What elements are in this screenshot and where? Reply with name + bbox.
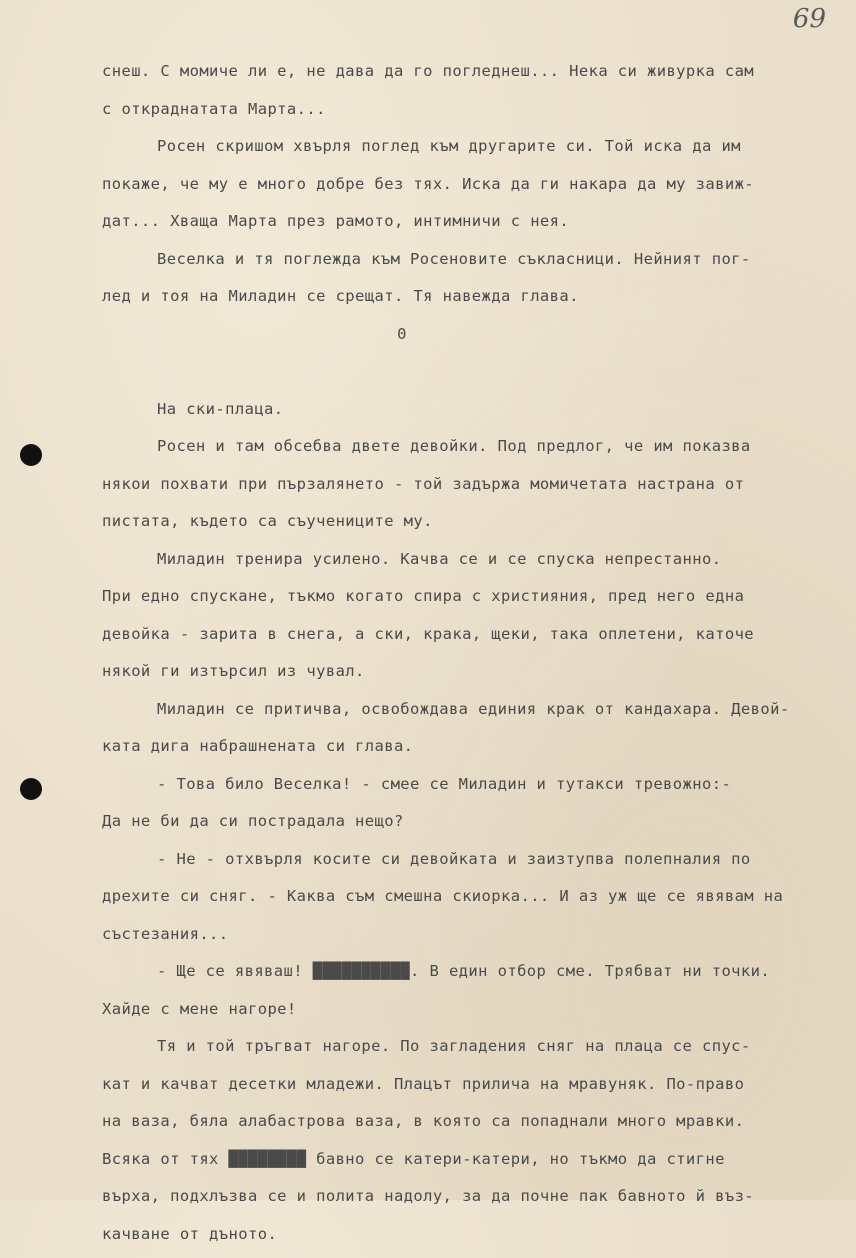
text-line: дат... Хваща Марта през рамото, интимничи с нея. — [102, 208, 832, 246]
text-line: девойка - зарита в снега, а ски, крака, щеки, така оплетени, каточе — [102, 621, 832, 659]
text-line: Хайде с мене нагоре! — [102, 996, 832, 1034]
text-line: ката дига набрашнената си глава. — [102, 733, 832, 771]
text-line: При едно спускане, тъкмо когато спира с християния, пред него една — [102, 583, 832, 621]
text-line: дрехите си сняг. - Каква съм смешна скиорка... И аз уж ще се явявам на — [102, 883, 832, 921]
text-line: Миладин тренира усилено. Качва се и се спуска непрестанно. — [102, 546, 832, 584]
text-line: - Ще се явяваш! ██████████. В един отбор сме. Трябват ни точки. — [102, 958, 832, 996]
typewritten-text — [102, 58, 832, 1258]
text-line: някои похвати при пързалянето - той задържа момичетата настрана от — [102, 471, 832, 509]
text-line: качване от дъното. — [102, 1221, 832, 1258]
text-line: Росен и там обсебва двете девойки. Под предлог, че им показва — [102, 433, 832, 471]
text-line: с откраднатата Марта... — [102, 96, 832, 134]
text-line: Всяка от тях ████████ бавно се катери-катери, но тъкмо да стигне — [102, 1146, 832, 1184]
text-line: състезания... — [102, 921, 832, 959]
binder-hole-bottom — [20, 778, 42, 800]
text-line: На ски-плаца. — [102, 396, 832, 434]
text-line: лед и тоя на Миладин се срещат. Тя навежда глава. — [102, 283, 832, 321]
text-line — [102, 358, 832, 396]
text-line: - Това било Веселка! - смее се Миладин и тутакси тревожно:- — [102, 771, 832, 809]
text-line: пистата, където са съучениците му. — [102, 508, 832, 546]
page-number: 69 — [793, 4, 826, 34]
binder-hole-top — [20, 444, 42, 466]
text-line: някой ги изтърсил из чувал. — [102, 658, 832, 696]
text-line: покаже, че му е много добре без тях. Иска да ги накара да му завиж- — [102, 171, 832, 209]
text-line: Да не би да си пострадала нещо? — [102, 808, 832, 846]
text-line: на ваза, бяла алабастрова ваза, в която са попаднали много мравки. — [102, 1108, 832, 1146]
text-line: върха, подхлъзва се и полита надолу, за да почне пак бавното й въз- — [102, 1183, 832, 1221]
section-divider: 0 — [102, 321, 832, 359]
text-line: Веселка и тя поглежда към Росеновите съкласници. Нейният пог- — [102, 246, 832, 284]
text-line: - Не - отхвърля косите си девойката и заизтупва полепналия по — [102, 846, 832, 884]
text-line: Миладин се притичва, освобождава единия крак от кандахара. Девой- — [102, 696, 832, 734]
text-line: Росен скришом хвърля поглед към другарите си. Той иска да им — [102, 133, 832, 171]
text-line: кат и качват десетки младежи. Плацът прилича на мравуняк. По-право — [102, 1071, 832, 1109]
text-line: Тя и той тръгват нагоре. По загладения сняг на плаца се спус- — [102, 1033, 832, 1071]
text-line: снеш. С момиче ли е, не дава да го погледнеш... Нека си живурка сам — [102, 58, 832, 96]
